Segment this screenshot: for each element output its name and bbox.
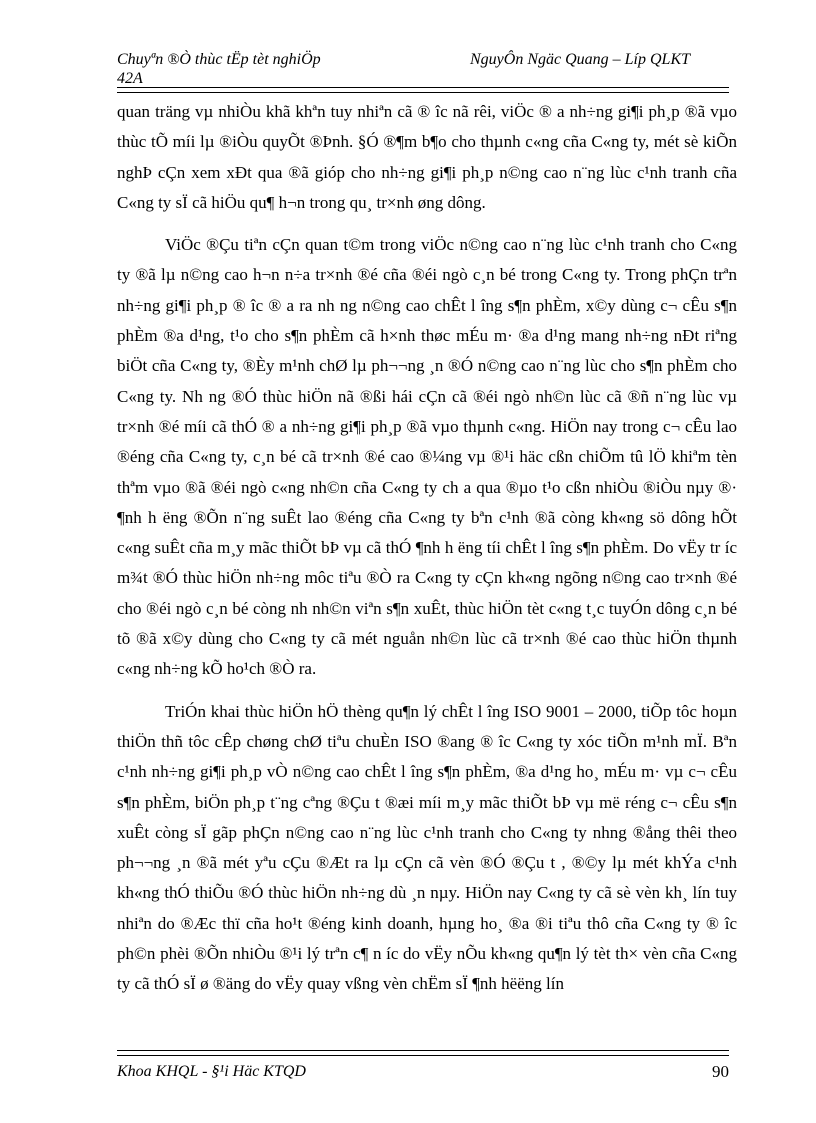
- header-left: [117, 50, 417, 88]
- page-number: 90: [712, 1062, 729, 1081]
- body-text: [117, 97, 737, 1000]
- header-class: 42A: [117, 70, 143, 87]
- header-rule-bottom: [117, 92, 729, 93]
- footer-institution: Khoa KHQL - §¹i Häc KTQD: [117, 1063, 306, 1080]
- paragraph-3: TriÓn khai thùc hiÖn hÖ thèng qu¶n lý chÊt l îng ISO 9001 – 2000, tiÕp tôc hoµn thiÖn thñ tôc cÊp chøng chØ tiªu chuÈn ISO ®ang ® îc C«ng ty xóc tiÕn m¹nh mÏ. Bªn c¹nh nh÷ng gi¶i ph¸p vÒ n©ng cao chÊt l îng s¶n phÈm, ®a d¹ng ho¸ mÉu m· vµ c¬ cÊu s¶n phÈm, biÖn ph¸p t¨ng cªng ®Çu t ®æi míi m¸y mãc thiÕt bÞ vµ më réng c¬ cÊu s¶n xuÊt còng sÏ gãp phÇn n©ng cao n¨ng lùc c¹nh tranh cho C«ng ty nhng ®ång thêi theo ph¬¬ng ¸n ®ã mét yªu cÇu ®Æt ra lµ cÇn cã vèn ®Ó ®Çu t , ®©y lµ mét khÝa c¹nh kh«ng thÓ thiÕu ®Ó thùc hiÖn nh÷ng dù ¸n nµy. HiÖn nay C«ng ty cã sè vèn kh¸ lín tuy nhiªn do ®Æc thï cña ho¹t ®éng kinh doanh, hµng ho¸ ®a ®i tiªu thô cña C«ng ty ® îc ph©n phèi ®Õn nhiÒu ®¹i lý trªn c¶ n íc do vËy nÕu kh«ng qu¶n lý tèt th× vèn cña C«ng ty cã thÓ sÏ ø ®äng do vËy quay vßng vèn chËm sÏ ¶nh hëëng lín: [117, 701, 737, 994]
- header-author: NguyÔn Ngäc Quang – Líp QLKT: [470, 51, 691, 68]
- paragraph-1: quan träng vµ nhiÒu khã khªn tuy nhiªn cã ® îc nã rêi, viÖc ® a nh÷ng gi¶i ph¸p ®ã vµo thùc tÕ míi lµ ®iÒu quyÕt ®Þnh. §Ó ®¶m b¶o cho thµnh c«ng cña C«ng ty, mét sè kiÕn nghÞ cÇn xem xÐt qua ®ã gióp cho nh÷ng gi¶i ph¸p n©ng cao n¨ng lùc c¹nh tranh cña C«ng ty sÏ cã hiÖu qu¶ h¬n trong qu¸ tr×nh øng dông.: [117, 102, 737, 212]
- header-title: Chuyªn ®Ò thùc tËp tèt nghiÖp: [117, 51, 321, 68]
- paragraph-2: ViÖc ®Çu tiªn cÇn quan t©m trong viÖc n©ng cao n¨ng lùc c¹nh tranh cho C«ng ty ®ã lµ n©ng cao h¬n n÷a tr×nh ®é cña ®éi ngò c¸n bé trong C«ng ty. Trong phÇn trªn nh÷ng gi¶i ph¸p ® îc ® a ra nh ng n©ng cao chÊt l îng s¶n phÈm, x©y dùng c¬ cÊu s¶n phÈm ®a d¹ng, t¹o cho s¶n phÈm cã h×nh thøc mÉu m· ®a d¹ng mang nh÷ng nÐt riªng biÖt cña C«ng ty, ®Èy m¹nh chØ lµ ph¬¬ng ¸n ®Ó n©ng cao n¨ng lùc cho s¶n phÈm cho C«ng ty. Nh ng ®Ó thùc hiÖn nã ®ßi hái cÇn cã ®éi ngò nh©n lùc cã ®ñ n¨ng lùc vµ tr×nh ®é míi cã thÓ ® a nh÷ng gi¶i ph¸p ®ã vµo thµnh c«ng. HiÖn nay trong c¬ cÊu lao ®éng cña C«ng ty, c¸n bé cã tr×nh ®é cao ®¼ng vµ ®¹i häc cßn chiÕm tû lÖ khiªm tèn thªm vµo ®ã ®éi ngò c«ng nh©n cña C«ng ty ch a qua ®µo t¹o cßn nhiÒu ®iÒu nµy ®· ¶nh h ëng ®Õn n¨ng suÊt lao ®éng cña C«ng ty bªn c¹nh ®ã còng kh«ng sö dông hÕt c«ng suÊt cña m¸y mãc thiÕt bÞ vµ cã thÓ ¶nh h ëng tíi chÊt l îng s¶n phÈm. Do vËy tr íc m¾t ®Ó thùc hiÖn nh÷ng môc tiªu ®Ò ra C«ng ty cÇn kh«ng ngõng n©ng cao tr×nh ®é cho ®éi ngò c¸n bé còng nh nh©n viªn s¶n xuÊt, thùc hiÖn tèt c«ng t¸c tuyÓn dông c¸n bé tõ ®ã x©y dùng cho C«ng ty cã mét nguån nh©n lùc cã tr×nh ®é cao thùc hiÖn thµnh c«ng nh÷ng kÕ ho¹ch ®Ò ra.: [117, 235, 737, 679]
- footer-rule-bottom: [117, 1055, 729, 1056]
- header-rule-top: [117, 87, 729, 88]
- footer-rule-top: [117, 1050, 729, 1051]
